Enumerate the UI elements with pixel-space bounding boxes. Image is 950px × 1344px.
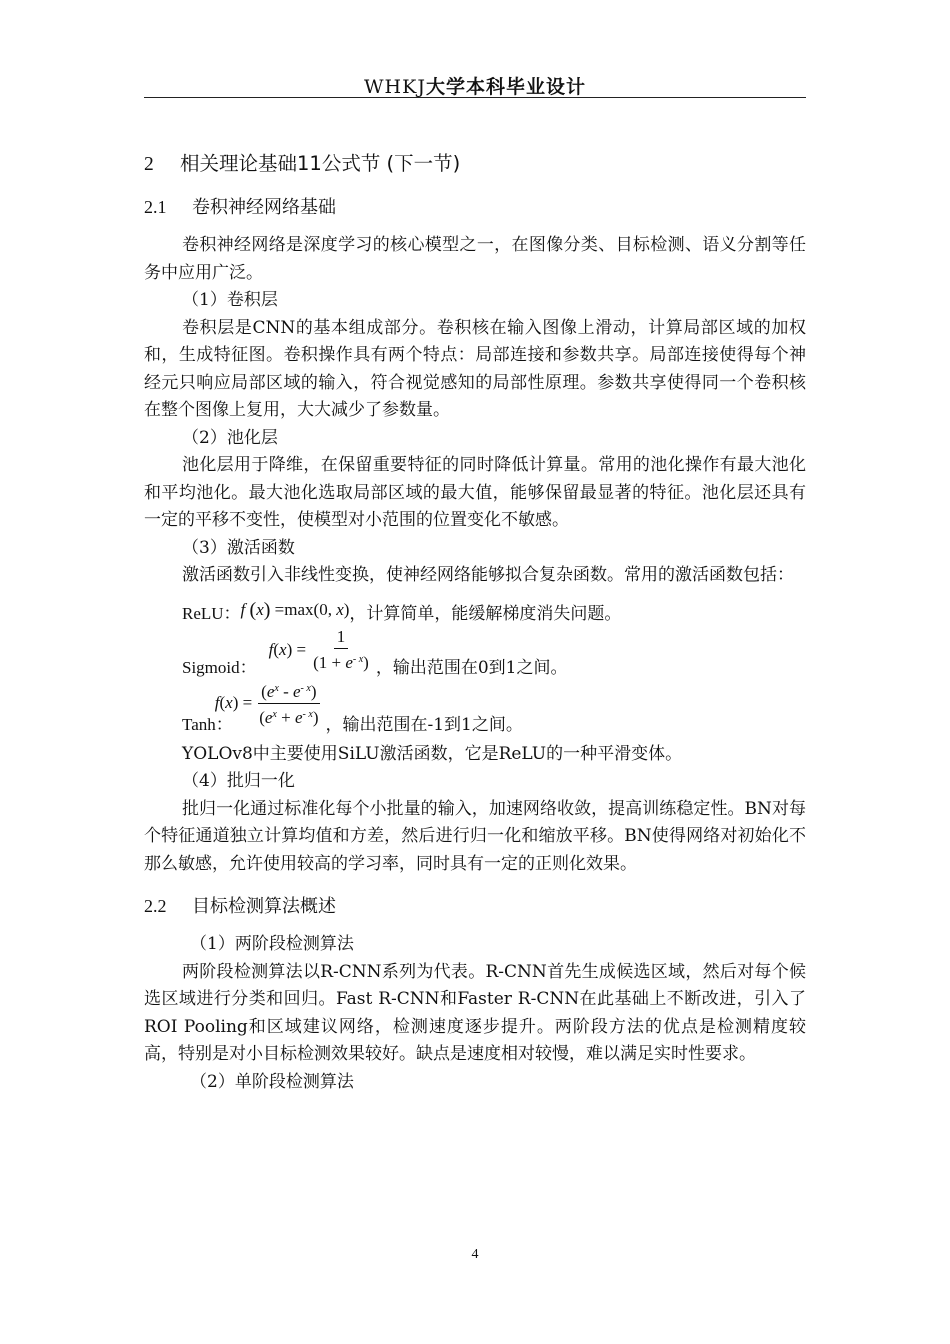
sigmoid-formula-row: [144, 626, 806, 680]
page-number: 4: [471, 1247, 479, 1262]
relu-formula: f ( x ) =max(0, x ): [240, 598, 350, 621]
pooling-layer-title: （2）池化层: [182, 427, 278, 448]
pooling-layer-paragraph: 池化层用于降维，在保留重要特征的同时降低计算量。常用的池化操作有最大池化和平均池化。最大池化选取局部区域的最大值，能够保留最显著的特征。池化层还具有一定的平移不变性，使模型对小范围的位置变化不敏感。: [144, 455, 806, 530]
subsection-title: 卷积神经网络基础: [192, 197, 336, 218]
subsection-heading-2-1: [144, 193, 806, 222]
tanh-desc: ，输出范围在-1到1之间。: [325, 714, 523, 735]
two-stage-paragraph: 两阶段检测算法以R-CNN系列为代表。R-CNN首先生成候选区域，然后对每个候选区域进行分类和回归。Fast R-CNN和Faster R-CNN在此基础上不断改进，引入了ROI Pooling和区域建议网络，检测速度逐步提升。两阶段方法的优点是检测精度较高，特别是对小目标检测效果较好。缺点是速度相对较慢，难以满足实时性要求。: [144, 961, 806, 1064]
page-header: [0, 72, 950, 99]
header-prefix: WHKJ: [364, 76, 426, 98]
tanh-formula: f ( x ) = $\frac{(e^x - e^{- x})}{(e^x + e^{- x})}$: [233, 678, 340, 729]
batchnorm-paragraph: 批归一化通过标准化每个小批量的输入，加速网络收敛，提高训练稳定性。BN对每个特征通道独立计算均值和方差，然后进行归一化和缩放平移。BN使得网络对初始化不那么敏感，允许使用较高的学习率，同时具有一定的正则化效果。: [144, 798, 806, 874]
section-title: 相关理论基础11公式节 (下一节): [180, 152, 461, 175]
two-stage-title: （1）两阶段检测算法: [190, 934, 354, 954]
tanh-label: Tanh：: [182, 714, 233, 734]
conv-layer-paragraph: 卷积层是CNN的基本组成部分。卷积核在输入图像上滑动，计算局部区域的加权和，生成特征图。卷积操作具有两个特点：局部连接和参数共享。局部连接使得每个神经元只响应局部区域的输入，符合视觉感知的局部性原理。参数共享使得同一个卷积核在整个图像上复用，大大减少了参数量。: [144, 317, 806, 420]
yolo-activation-paragraph: YOLOv8中主要使用SiLU激活函数，它是ReLU的一种平滑变体。: [182, 743, 683, 764]
sigmoid-label: Sigmoid：: [182, 657, 257, 677]
sigmoid-desc: ，输出范围在0到1之间。: [375, 657, 568, 678]
cnn-intro-paragraph: 卷积神经网络是深度学习的核心模型之一，在图像分类、目标检测、语义分割等任务中应用广泛。: [144, 235, 806, 283]
activation-paragraph: 激活函数引入非线性变换，使神经网络能够拟合复杂函数。常用的激活函数包括：: [182, 565, 794, 585]
sigmoid-formula: f ( x ) = $\frac{1}{(1 + e^{- x})}$: [268, 626, 369, 672]
subsection-heading-2-2: [144, 892, 806, 921]
conv-layer-title: （1）卷积层: [182, 290, 278, 310]
relu-formula-row: [144, 598, 806, 626]
subsection-number: 2.1: [144, 197, 167, 217]
tanh-formula-row: [144, 681, 806, 737]
header-title: 大学本科毕业设计: [425, 76, 586, 98]
subsection-number: 2.2: [144, 896, 167, 916]
batchnorm-title: （4）批归一化: [182, 771, 295, 791]
relu-desc: ，计算简单，能缓解梯度消失问题。: [349, 603, 622, 624]
header-rule: [144, 97, 806, 98]
activation-title: （3）激活函数: [182, 537, 295, 558]
document-body: [144, 150, 806, 1096]
section-heading: [144, 150, 806, 179]
one-stage-title: （2）单阶段检测算法: [190, 1071, 354, 1092]
subsection-title: 目标检测算法概述: [192, 896, 336, 917]
relu-label: ReLU：: [182, 603, 241, 623]
section-number: 2: [144, 154, 154, 175]
